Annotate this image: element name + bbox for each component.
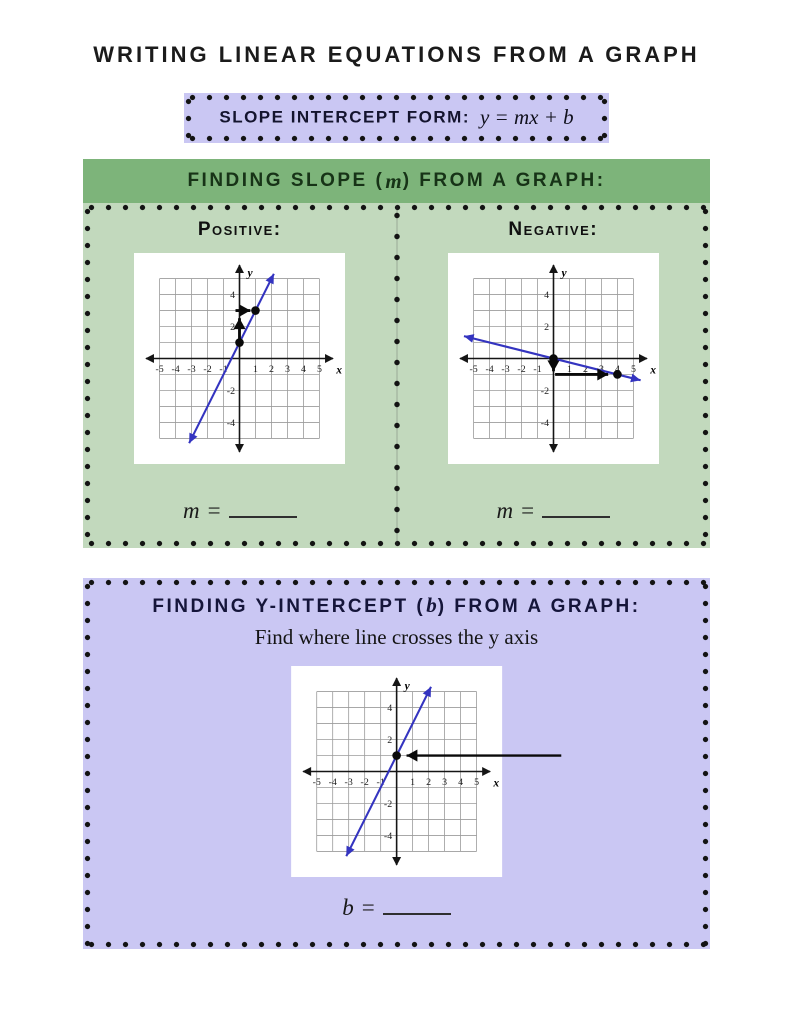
svg-text:2 bbox=[387, 735, 392, 746]
finding-slope-header-post: ) FROM A GRAPH: bbox=[402, 170, 606, 191]
svg-text:-3 bbox=[501, 364, 509, 375]
svg-text:-4 bbox=[227, 418, 235, 429]
negative-slope-graph bbox=[448, 253, 659, 464]
finding-y-intercept-header-post: ) FROM A GRAPH: bbox=[437, 596, 641, 617]
svg-text:2 bbox=[426, 777, 431, 788]
svg-text:5 bbox=[474, 777, 479, 788]
svg-text:3 bbox=[442, 777, 447, 788]
positive-slope-graph-box bbox=[134, 253, 345, 464]
negative-slope-column bbox=[397, 211, 711, 524]
intercept-variable-b: b bbox=[426, 593, 437, 617]
svg-text:-4 bbox=[329, 777, 337, 788]
slope-variable-m: m bbox=[385, 168, 402, 193]
svg-text:3 bbox=[285, 364, 290, 375]
svg-text:-2 bbox=[384, 799, 392, 810]
svg-text:x bbox=[649, 364, 656, 376]
svg-text:4 bbox=[544, 290, 549, 301]
column-divider bbox=[393, 205, 401, 546]
answer-blank bbox=[542, 516, 610, 518]
svg-text:-4 bbox=[485, 364, 493, 375]
svg-text:-2 bbox=[204, 364, 212, 375]
finding-y-intercept-header bbox=[83, 593, 710, 618]
finding-y-intercept-section bbox=[83, 578, 710, 949]
svg-text:-1 bbox=[533, 364, 541, 375]
finding-slope-header bbox=[83, 159, 710, 203]
y-intercept-answer bbox=[83, 895, 710, 921]
answer-blank bbox=[383, 913, 451, 915]
svg-text:5 bbox=[317, 364, 322, 375]
positive-label: Positive: bbox=[197, 219, 282, 240]
positive-slope-answer bbox=[183, 498, 297, 524]
svg-text:1 bbox=[253, 364, 258, 375]
svg-text:-5 bbox=[156, 364, 164, 375]
svg-text:-2 bbox=[361, 777, 369, 788]
finding-slope-header-pre: FINDING SLOPE ( bbox=[187, 170, 385, 191]
svg-text:x bbox=[335, 364, 342, 376]
svg-text:-3 bbox=[345, 777, 353, 788]
equals-sign: = bbox=[361, 895, 375, 920]
answer-variable: b bbox=[342, 895, 354, 920]
slope-intercept-formula: y = mx + b bbox=[479, 105, 574, 129]
equals-sign: = bbox=[207, 498, 221, 523]
svg-text:y bbox=[246, 267, 254, 279]
svg-text:y bbox=[559, 267, 567, 279]
svg-text:2 bbox=[269, 364, 274, 375]
page-title: WRITING LINEAR EQUATIONS FROM A GRAPH bbox=[93, 42, 700, 67]
svg-text:-5 bbox=[313, 777, 321, 788]
negative-label: Negative: bbox=[508, 219, 599, 240]
svg-text:4 bbox=[458, 777, 463, 788]
answer-variable: m bbox=[496, 498, 514, 523]
finding-slope-section bbox=[83, 159, 710, 548]
svg-text:-2 bbox=[517, 364, 525, 375]
svg-text:y bbox=[403, 680, 411, 692]
svg-text:5 bbox=[631, 364, 636, 375]
svg-text:1 bbox=[410, 777, 415, 788]
finding-slope-body bbox=[83, 203, 710, 548]
answer-blank bbox=[229, 516, 297, 518]
answer-variable: m bbox=[182, 498, 200, 523]
svg-text:2 bbox=[544, 322, 549, 333]
svg-text:-5 bbox=[469, 364, 477, 375]
svg-text:-4 bbox=[172, 364, 180, 375]
svg-text:-2 bbox=[541, 386, 549, 397]
negative-slope-graph-box bbox=[448, 253, 659, 464]
y-intercept-instruction: Find where line crosses the y axis bbox=[254, 625, 539, 649]
svg-text:-4 bbox=[541, 418, 549, 429]
y-intercept-graph-box bbox=[291, 666, 502, 877]
finding-y-intercept-header-pre: FINDING Y-INTERCEPT ( bbox=[152, 596, 426, 617]
svg-text:2 bbox=[230, 322, 235, 333]
positive-slope-column bbox=[83, 211, 397, 524]
svg-text:-2 bbox=[227, 386, 235, 397]
slope-intercept-form-label: SLOPE INTERCEPT FORM: bbox=[219, 107, 470, 127]
slope-intercept-form-box bbox=[184, 93, 609, 143]
svg-text:4 bbox=[301, 364, 306, 375]
svg-text:-4 bbox=[384, 831, 392, 842]
positive-slope-graph bbox=[134, 253, 345, 464]
svg-text:4 bbox=[230, 290, 235, 301]
svg-text:-3 bbox=[188, 364, 196, 375]
svg-text:x bbox=[492, 777, 499, 789]
svg-text:4 bbox=[387, 703, 392, 714]
negative-slope-answer bbox=[496, 498, 610, 524]
equals-sign: = bbox=[521, 498, 535, 523]
y-intercept-graph bbox=[291, 666, 571, 877]
